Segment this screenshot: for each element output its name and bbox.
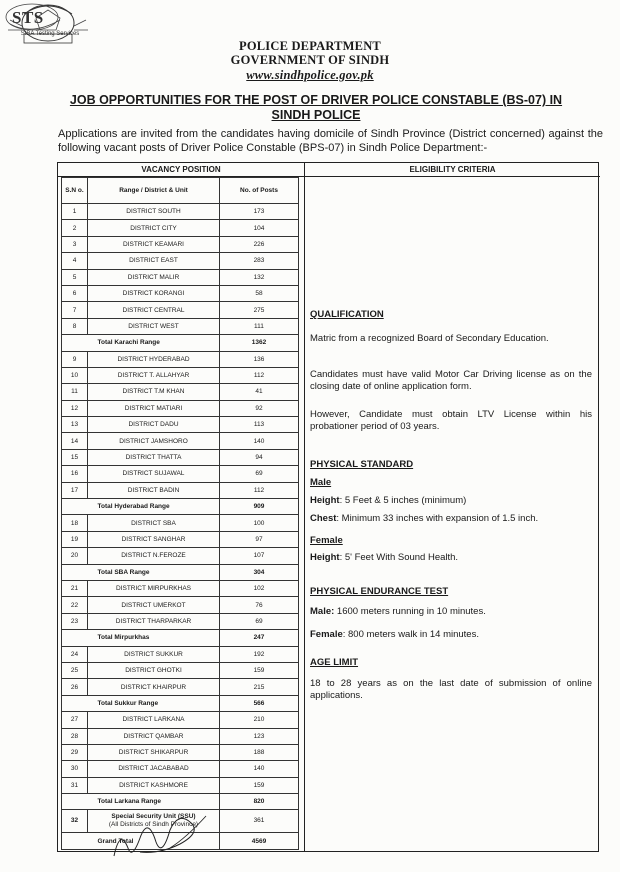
endurance-male-value: 1600 meters running in 10 minutes. — [334, 606, 486, 617]
row-name: DISTRICT MIRPURKHAS — [88, 580, 220, 596]
row-sno — [62, 794, 88, 810]
row-posts: 192 — [220, 646, 299, 662]
row-name: DISTRICT KASHMORE — [88, 777, 220, 793]
row-sno: 24 — [62, 646, 88, 662]
row-posts: 69 — [220, 466, 299, 482]
physical-standard-heading: PHYSICAL STANDARD — [310, 459, 414, 470]
department-name: POLICE DEPARTMENT — [239, 39, 381, 53]
row-sno: 8 — [62, 318, 88, 334]
age-limit-text: 18 to 28 years as on the last date of submission of online applications. — [310, 678, 592, 701]
row-sno — [62, 695, 88, 711]
row-posts: 132 — [220, 269, 299, 285]
col-posts-header: No. of Posts — [220, 178, 299, 204]
row-sno: 18 — [62, 515, 88, 531]
row-posts: 58 — [220, 285, 299, 301]
table-row — [62, 367, 299, 383]
table-row — [62, 679, 299, 695]
row-posts: 104 — [220, 220, 299, 236]
table-row — [62, 662, 299, 678]
table-row — [62, 384, 299, 400]
row-name: DISTRICT CENTRAL — [88, 302, 220, 318]
male-heading: Male — [310, 477, 332, 488]
row-name: Total Sukkur Range — [88, 695, 220, 711]
table-row — [62, 728, 299, 744]
row-sno — [62, 564, 88, 580]
qualification-text-3: However, Candidate must obtain LTV License within his probationer period of 03 years. — [310, 409, 592, 432]
row-sno: 30 — [62, 761, 88, 777]
row-sno: 14 — [62, 433, 88, 449]
row-name: DISTRICT CITY — [88, 220, 220, 236]
row-posts: 566 — [220, 695, 299, 711]
col-range-header: Range / District & Unit — [88, 178, 220, 204]
row-posts: 304 — [220, 564, 299, 580]
table-row — [62, 253, 299, 269]
row-name: DISTRICT EAST — [88, 253, 220, 269]
row-sno: 20 — [62, 548, 88, 564]
table-row — [62, 417, 299, 433]
row-sno: 9 — [62, 351, 88, 367]
table-row — [62, 712, 299, 728]
row-posts: 113 — [220, 417, 299, 433]
row-sno: 25 — [62, 662, 88, 678]
female-height-value: : 5' Feet With Sound Health. — [339, 552, 459, 563]
row-name: DISTRICT T.M KHAN — [88, 384, 220, 400]
row-name: DISTRICT THARPARKAR — [88, 613, 220, 629]
row-sno: 19 — [62, 531, 88, 547]
endurance-female — [310, 629, 592, 641]
row-posts: 41 — [220, 384, 299, 400]
row-posts: 136 — [220, 351, 299, 367]
row-posts: 112 — [220, 367, 299, 383]
vacancy-column — [58, 177, 305, 851]
table-row — [62, 351, 299, 367]
table-row — [62, 236, 299, 252]
row-sno: 15 — [62, 449, 88, 465]
row-posts: 909 — [220, 499, 299, 515]
row-sno: 21 — [62, 580, 88, 596]
row-posts: 283 — [220, 253, 299, 269]
row-name: DISTRICT SOUTH — [88, 204, 220, 220]
row-name: DISTRICT MATIARI — [88, 400, 220, 416]
endurance-male — [310, 606, 592, 618]
male-chest-value: : Minimum 33 inches with expansion of 1.5 inch. — [336, 513, 539, 524]
row-name: DISTRICT JAMSHORO — [88, 433, 220, 449]
row-name: DISTRICT LARKANA — [88, 712, 220, 728]
row-sno: 12 — [62, 400, 88, 416]
row-posts: 247 — [220, 630, 299, 646]
row-name: DISTRICT DADU — [88, 417, 220, 433]
table-row — [62, 204, 299, 220]
endurance-female-label: Female — [310, 629, 343, 640]
row-sno: 23 — [62, 613, 88, 629]
row-name: DISTRICT KEAMARI — [88, 236, 220, 252]
row-posts: 92 — [220, 400, 299, 416]
row-sno: 22 — [62, 597, 88, 613]
col-sno-header: S.N o. — [62, 178, 88, 204]
page-title: JOB OPPORTUNITIES FOR THE POST OF DRIVER POLICE CONSTABLE (BS-07) IN SINDH POLICE — [69, 93, 563, 122]
table-row — [62, 613, 299, 629]
endurance-female-value: : 800 meters walk in 14 minutes. — [342, 629, 479, 640]
row-name: DISTRICT UMERKOT — [88, 597, 220, 613]
row-sno: 4 — [62, 253, 88, 269]
row-name: DISTRICT SUJAWAL — [88, 466, 220, 482]
female-height — [310, 552, 592, 564]
row-sno: 27 — [62, 712, 88, 728]
table-row — [62, 761, 299, 777]
row-posts: 226 — [220, 236, 299, 252]
row-posts: 76 — [220, 597, 299, 613]
row-name: Total Karachi Range — [88, 335, 220, 351]
vacancy-heading: VACANCY POSITION — [58, 163, 305, 177]
row-name: Total Larkana Range — [88, 794, 220, 810]
row-posts: 94 — [220, 449, 299, 465]
range-total-row — [62, 630, 299, 646]
table-row — [62, 777, 299, 793]
row-sno — [62, 630, 88, 646]
table-row — [62, 580, 299, 596]
qualification-text-1: Matric from a recognized Board of Secondary Education. — [310, 333, 549, 344]
table-row — [62, 318, 299, 334]
sts-brand: STS — [12, 8, 44, 27]
table-row — [62, 548, 299, 564]
main-table — [57, 162, 599, 852]
row-posts: 159 — [220, 777, 299, 793]
row-posts: 210 — [220, 712, 299, 728]
row-name: DISTRICT T. ALLAHYAR — [88, 367, 220, 383]
row-sno: 32 — [62, 810, 88, 833]
row-sno: 6 — [62, 285, 88, 301]
intro-paragraph: Applications are invited from the candidates having domicile of Sindh Province (District concerned) against the following vacant posts of Driver Police Constable (BPS-07) in Sindh Police Department:- — [58, 128, 603, 154]
table-row — [62, 531, 299, 547]
table-row — [62, 515, 299, 531]
table-row — [62, 466, 299, 482]
row-sno — [62, 833, 88, 849]
row-sno: 17 — [62, 482, 88, 498]
row-posts: 215 — [220, 679, 299, 695]
row-posts: 820 — [220, 794, 299, 810]
row-sno: 13 — [62, 417, 88, 433]
row-posts: 107 — [220, 548, 299, 564]
row-posts: 123 — [220, 728, 299, 744]
table-row — [62, 597, 299, 613]
table-row — [62, 220, 299, 236]
row-posts: 159 — [220, 662, 299, 678]
row-sno — [62, 499, 88, 515]
eligibility-heading: ELIGIBILITY CRITERIA — [305, 163, 600, 177]
table-row — [62, 269, 299, 285]
government-name: GOVERNMENT OF SINDH — [230, 53, 390, 67]
row-name: DISTRICT BADIN — [88, 482, 220, 498]
row-posts: 102 — [220, 580, 299, 596]
row-sno: 28 — [62, 728, 88, 744]
female-heading: Female — [310, 535, 343, 546]
row-name: DISTRICT SUKKUR — [88, 646, 220, 662]
row-sno: 2 — [62, 220, 88, 236]
sts-subtitle: SIBA Testing Services — [20, 31, 80, 37]
row-sno: 16 — [62, 466, 88, 482]
row-name: DISTRICT WEST — [88, 318, 220, 334]
row-name: DISTRICT THATTA — [88, 449, 220, 465]
male-chest-label: Chest — [310, 513, 337, 524]
row-name: DISTRICT SANGHAR — [88, 531, 220, 547]
table-row — [62, 482, 299, 498]
signature — [110, 808, 210, 864]
row-name: DISTRICT SBA — [88, 515, 220, 531]
table-row — [62, 285, 299, 301]
table-row — [62, 744, 299, 760]
vacancy-rows — [62, 204, 299, 850]
row-sno: 31 — [62, 777, 88, 793]
range-total-row — [62, 499, 299, 515]
range-total-row — [62, 695, 299, 711]
row-posts: 97 — [220, 531, 299, 547]
male-height-label: Height — [310, 495, 340, 506]
ssu-name: Special Security Unit (SSU) — [111, 813, 196, 821]
range-total-row — [62, 564, 299, 580]
row-sno: 7 — [62, 302, 88, 318]
male-height — [310, 495, 592, 507]
row-name: Total SBA Range — [88, 564, 220, 580]
row-name: DISTRICT HYDERABAD — [88, 351, 220, 367]
row-name: DISTRICT KHAIRPUR — [88, 679, 220, 695]
table-row — [62, 433, 299, 449]
age-limit-heading: AGE LIMIT — [310, 657, 359, 668]
row-name: DISTRICT QAMBAR — [88, 728, 220, 744]
row-sno: 11 — [62, 384, 88, 400]
row-sno: 10 — [62, 367, 88, 383]
table-row — [62, 646, 299, 662]
range-total-row — [62, 335, 299, 351]
row-sno: 26 — [62, 679, 88, 695]
row-name: DISTRICT KORANGI — [88, 285, 220, 301]
row-name: DISTRICT MALIR — [88, 269, 220, 285]
qualification-heading: QUALIFICATION — [310, 309, 384, 320]
male-chest — [310, 513, 592, 525]
endurance-heading: PHYSICAL ENDURANCE TEST — [310, 586, 449, 597]
row-name: DISTRICT JACABABAD — [88, 761, 220, 777]
row-posts: 275 — [220, 302, 299, 318]
row-posts: 100 — [220, 515, 299, 531]
row-name: DISTRICT SHIKARPUR — [88, 744, 220, 760]
row-name: Grand Total — [88, 833, 220, 849]
row-posts: 188 — [220, 744, 299, 760]
row-sno: 29 — [62, 744, 88, 760]
table-row — [62, 449, 299, 465]
qualification-text-2: Candidates must have valid Motor Car Driving license as on the closing date of online application form. — [310, 369, 592, 392]
endurance-male-label: Male: — [310, 606, 335, 617]
female-height-label: Height — [310, 552, 340, 563]
table-row — [62, 302, 299, 318]
row-name: DISTRICT GHOTKI — [88, 662, 220, 678]
row-posts: 361 — [220, 810, 299, 833]
row-sno: 1 — [62, 204, 88, 220]
row-sno: 5 — [62, 269, 88, 285]
row-sno: 3 — [62, 236, 88, 252]
row-posts: 140 — [220, 761, 299, 777]
row-posts: 112 — [220, 482, 299, 498]
row-posts: 69 — [220, 613, 299, 629]
row-posts: 173 — [220, 204, 299, 220]
vacancy-table — [61, 177, 299, 850]
ssu-scope: (All Districts of Sindh Province) — [108, 821, 199, 829]
row-name: DISTRICT N.FEROZE — [88, 548, 220, 564]
website-link[interactable]: www.sindhpolice.gov.pk — [246, 68, 374, 82]
row-posts: 4569 — [220, 833, 299, 849]
row-name: Total Hyderabad Range — [88, 499, 220, 515]
table-header-row — [62, 178, 299, 204]
row-sno — [62, 335, 88, 351]
row-posts: 1362 — [220, 335, 299, 351]
table-row — [62, 400, 299, 416]
row-name: Total Mirpurkhas — [88, 630, 220, 646]
row-posts: 140 — [220, 433, 299, 449]
row-posts: 111 — [220, 318, 299, 334]
male-height-value: : 5 Feet & 5 inches (minimum) — [339, 495, 467, 506]
